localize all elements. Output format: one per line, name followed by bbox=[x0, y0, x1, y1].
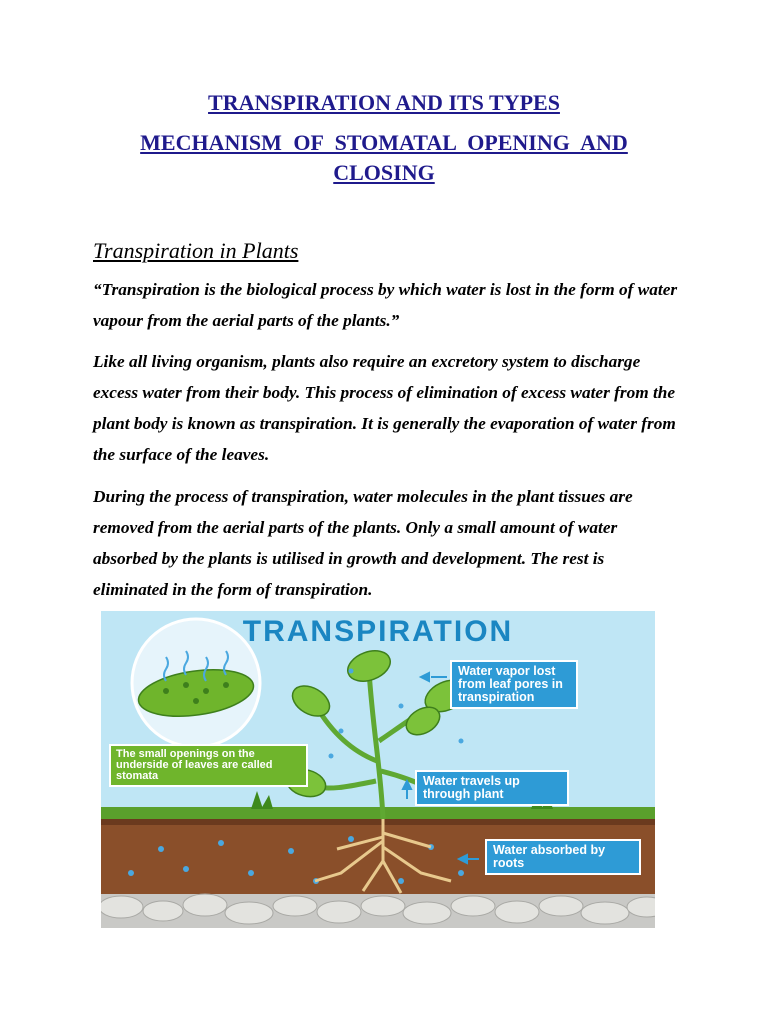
document-subtitle-line1: MECHANISM OF STOMATAL OPENING AND bbox=[140, 130, 628, 155]
callout-travels-up: Water travels up through plant bbox=[415, 770, 569, 806]
body-paragraph-1: Like all living organism, plants also require an excretory system to discharge excess water from their body. This process of elimination of excess water from the plant body is known as transpiration. It is generally the evaporation of water from the surface of the leaves. bbox=[93, 352, 676, 464]
document-subtitle-line2: CLOSING bbox=[333, 160, 435, 185]
callout-absorbed-by-roots: Water absorbed by roots bbox=[485, 839, 641, 875]
definition-paragraph: “Transpiration is the biological process by which water is lost in the form of water vapour from the aerial parts of the plants.” bbox=[93, 280, 678, 330]
body-paragraph-2: During the process of transpiration, water molecules in the plant tissues are removed from the aerial parts of the plants. Only a small amount of water absorbed by the plants is utilised in growth and development. The rest is eliminated in the form of transpiration. bbox=[93, 487, 633, 599]
grass-strip bbox=[101, 807, 655, 819]
section-heading: Transpiration in Plants bbox=[93, 238, 299, 263]
callout-stomata: The small openings on the underside of leaves are called stomata bbox=[109, 744, 308, 787]
illustration-title: TRANSPIRATION bbox=[242, 615, 514, 648]
document-title: TRANSPIRATION AND ITS TYPES bbox=[208, 90, 560, 115]
callout-leaf-pores: Water vapor lost from leaf pores in transpiration bbox=[450, 660, 578, 709]
transpiration-illustration bbox=[101, 611, 655, 928]
